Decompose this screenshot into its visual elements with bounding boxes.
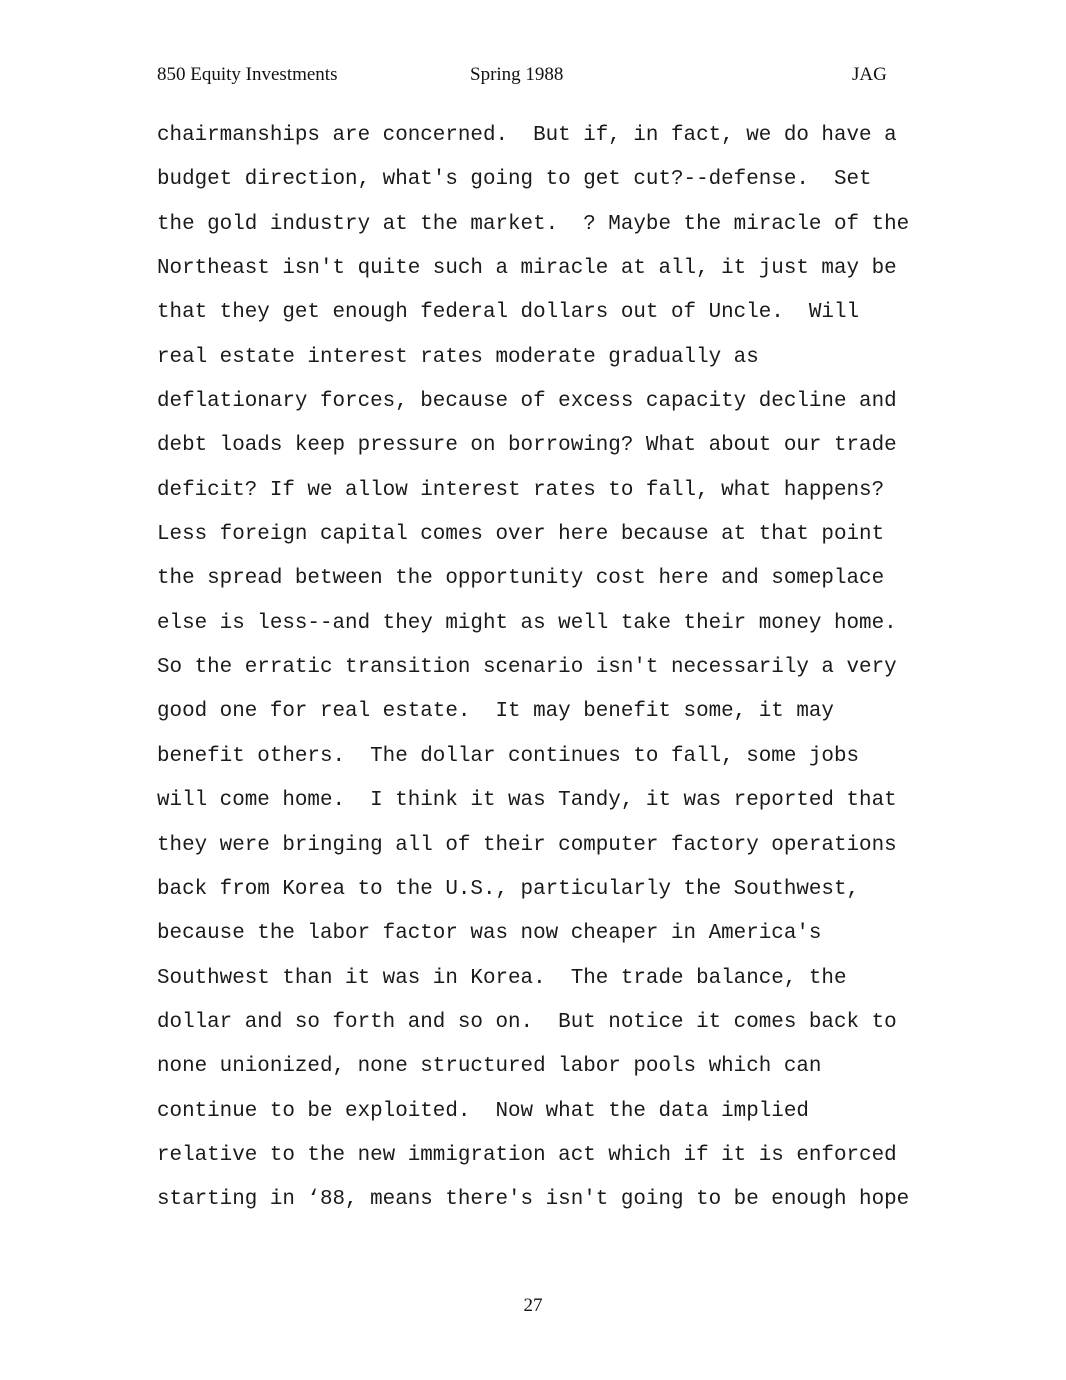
body-line: none unionized, none structured labor pools which can	[157, 1055, 822, 1079]
body-line: deflationary forces, because of excess capacity decline and	[157, 390, 897, 414]
body-line: back from Korea to the U.S., particularly the Southwest,	[157, 877, 860, 901]
body-line: will come home. I think it was Tandy, it was reported that	[157, 789, 897, 813]
body-line: dollar and so forth and so on. But notice it comes back to	[157, 1010, 897, 1034]
body-line: Less foreign capital comes over here because at that point	[157, 523, 885, 547]
header-course-title: 850 Equity Investments	[157, 64, 338, 85]
body-line: continue to be exploited. Now what the data implied	[157, 1099, 809, 1123]
page-number: 27	[523, 1295, 543, 1316]
body-line: the gold industry at the market. ? Maybe the miracle of the	[157, 212, 910, 236]
body-line: the spread between the opportunity cost here and someplace	[157, 567, 885, 591]
header-term: Spring 1988	[470, 64, 564, 85]
body-line: relative to the new immigration act which if it is enforced	[157, 1143, 897, 1167]
body-text	[157, 121, 937, 1230]
body-line: benefit others. The dollar continues to fall, some jobs	[157, 744, 860, 768]
header-initials: JAG	[852, 64, 887, 85]
body-line: starting in ‘88, means there's isn't going to be enough hope	[157, 1188, 910, 1212]
body-line: Northeast isn't quite such a miracle at all, it just may be	[157, 257, 897, 281]
body-line: that they get enough federal dollars out of Uncle. Will	[157, 301, 860, 325]
body-line: So the erratic transition scenario isn't necessarily a very	[157, 656, 897, 680]
body-line: because the labor factor was now cheaper in America's	[157, 922, 822, 946]
body-line: debt loads keep pressure on borrowing? What about our trade	[157, 434, 897, 458]
body-line: else is less--and they might as well take their money home.	[157, 611, 897, 635]
body-line: deficit? If we allow interest rates to fall, what happens?	[157, 478, 885, 502]
body-line: Southwest than it was in Korea. The trade balance, the	[157, 966, 847, 990]
body-line: good one for real estate. It may benefit some, it may	[157, 700, 834, 724]
body-line: real estate interest rates moderate gradually as	[157, 345, 759, 369]
body-line: chairmanships are concerned. But if, in fact, we do have a	[157, 124, 897, 147]
body-line: they were bringing all of their computer factory operations	[157, 833, 897, 857]
body-line: budget direction, what's going to get cut?--defense. Set	[157, 168, 872, 192]
